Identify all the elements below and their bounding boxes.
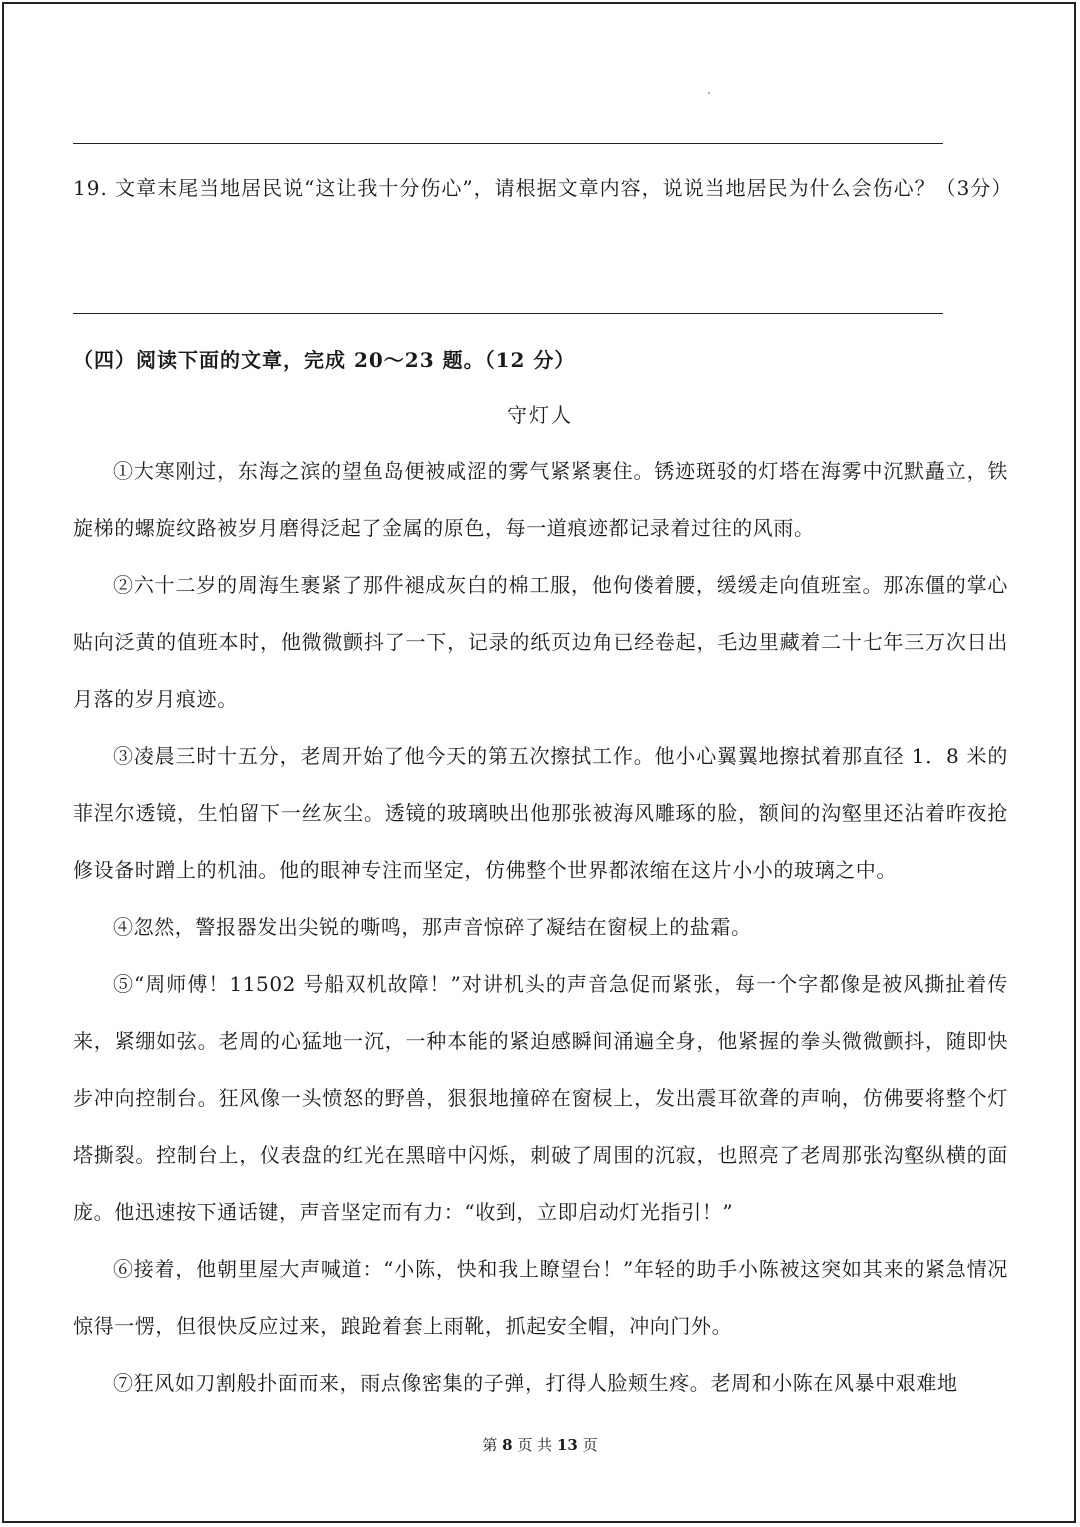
- total-pages-number: 13: [556, 1436, 578, 1454]
- paragraph: ①大寒刚过，东海之滨的望鱼岛便被咸涩的雾气紧紧裹住。锈迹斑驳的灯塔在海雾中沉默矗立，铁旋梯的螺旋纹路被岁月磨得泛起了金属的原色，每一道痕迹都记录着过往的风雨。: [73, 459, 1008, 540]
- answer-line: [73, 313, 943, 314]
- paragraph: ②六十二岁的周海生裹紧了那件褪成灰白的棉工服，他佝偻着腰，缓缓走向值班室。那冻僵的掌心贴向泛黄的值班本时，他微微颤抖了一下，记录的纸页边角已经卷起，毛边里藏着二十七年三万次日出月落的岁月痕迹。: [73, 573, 1008, 711]
- scan-speck: [708, 92, 710, 94]
- footer-suffix: 页: [582, 1436, 598, 1454]
- question-19: 19. 文章末尾当地居民说“这让我十分伤心”，请根据文章内容，说说当地居民为什么会伤心？（3分）: [73, 176, 1013, 200]
- footer-middle: 页 共: [517, 1436, 553, 1454]
- current-page-number: 8: [502, 1436, 513, 1454]
- paragraph: ③凌晨三时十五分，老周开始了他今天的第五次擦拭工作。他小心翼翼地擦拭着那直径 1．8 米的菲涅尔透镜，生怕留下一丝灰尘。透镜的玻璃映出他那张被海风雕琢的脸，额间的沟壑里还沾着昨夜抢修设备时蹭上的机油。他的眼神专注而坚定，仿佛整个世界都浓缩在这片小小的玻璃之中。: [73, 744, 1008, 882]
- section-heading: （四）阅读下面的文章，完成 20～23 题。（12 分）: [73, 348, 576, 372]
- article-body: [73, 443, 1008, 1412]
- paragraph: ④忽然，警报器发出尖锐的嘶鸣，那声音惊碎了凝结在窗棂上的盐霜。: [113, 915, 752, 939]
- paragraph: ⑤“周师傅！11502 号船双机故障！”对讲机头的声音急促而紧张，每一个字都像是被风撕扯着传来，紧绷如弦。老周的心猛地一沉，一种本能的紧迫感瞬间涌遍全身，他紧握的拳头微微颤抖，随即快步冲向控制台。狂风像一头愤怒的野兽，狠狠地撞碎在窗棂上，发出震耳欲聋的声响，仿佛要将整个灯塔撕裂。控制台上，仪表盘的红光在黑暗中闪烁，刺破了周围的沉寂，也照亮了老周那张沟壑纵横的面庞。他迅速按下通话键，声音坚定而有力：“收到，立即启动灯光指引！”: [73, 972, 1008, 1224]
- paragraph: ⑦狂风如刀割般扑面而来，雨点像密集的子弹，打得人脸颊生疼。老周和小陈在风暴中艰难地: [113, 1371, 958, 1395]
- page-footer: [0, 1433, 1080, 1457]
- answer-line: [73, 143, 943, 144]
- paragraph: ⑥接着，他朝里屋大声喊道：“小陈，快和我上瞭望台！”年轻的助手小陈被这突如其来的紧急情况惊得一愣，但很快反应过来，踉跄着套上雨靴，抓起安全帽，冲向门外。: [73, 1257, 1008, 1338]
- footer-prefix: 第: [482, 1436, 498, 1454]
- story-title: 守灯人: [507, 403, 573, 427]
